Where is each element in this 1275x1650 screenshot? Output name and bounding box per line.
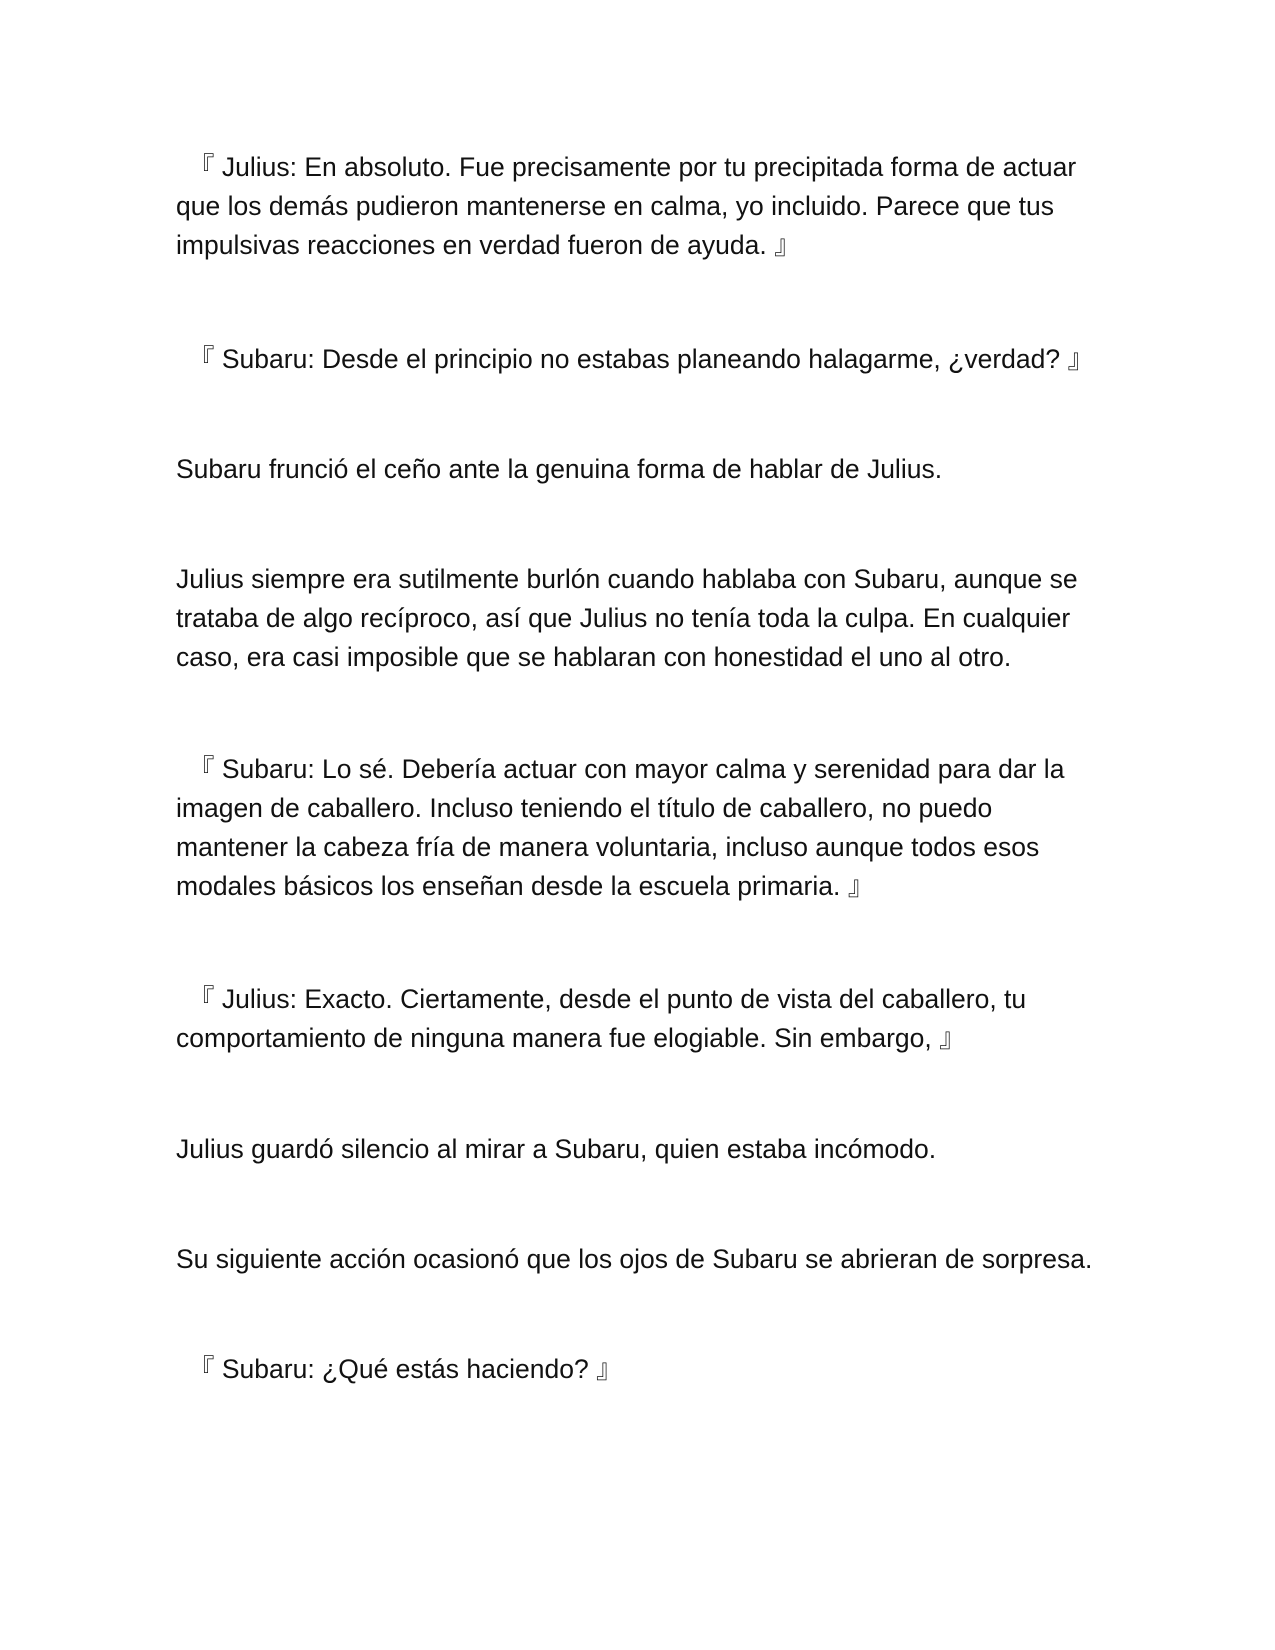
narration-paragraph-4: Su siguiente acción ocasionó que los ojos de Subaru se abrieran de sorpresa.: [176, 1244, 1093, 1274]
narration-paragraph-3: Julius guardó silencio al mirar a Subaru, quien estaba incómodo.: [176, 1134, 937, 1164]
dialogue-paragraph-subaru-3: 『 Subaru: ¿Qué estás haciendo? 』: [188, 1354, 623, 1384]
dialogue-paragraph-julius-2: 『 Julius: Exacto. Ciertamente, desde el punto de vista del caballero, tu comportamiento de ninguna manera fue elogiable. Sin embargo, 』: [176, 984, 1027, 1053]
dialogue-paragraph-subaru-2: 『 Subaru: Lo sé. Debería actuar con mayor calma y serenidad para dar la imagen de caballero. Incluso teniendo el título de caballero, no puedo mantener la cabeza fría de manera voluntaria, incluso aunque todos esos modales básicos los enseñan desde la escuela primaria. 』: [176, 754, 1065, 901]
narration-paragraph-1: Subaru frunció el ceño ante la genuina forma de hablar de Julius.: [176, 454, 943, 484]
dialogue-paragraph-julius-1: 『 Julius: En absoluto. Fue precisamente por tu precipitada forma de actuar que los demás pudieron mantenerse en calma, yo incluido. Parece que tus impulsivas reacciones en verdad fueron de ayuda. 』: [176, 152, 1077, 260]
dialogue-paragraph-subaru-1: 『 Subaru: Desde el principio no estabas planeando halagarme, ¿verdad? 』: [188, 344, 1094, 374]
narration-paragraph-2: Julius siempre era sutilmente burlón cuando hablaba con Subaru, aunque se trataba de algo recíproco, así que Julius no tenía toda la culpa. En cualquier caso, era casi imposible que se hablaran con honestidad el uno al otro.: [176, 564, 1078, 672]
